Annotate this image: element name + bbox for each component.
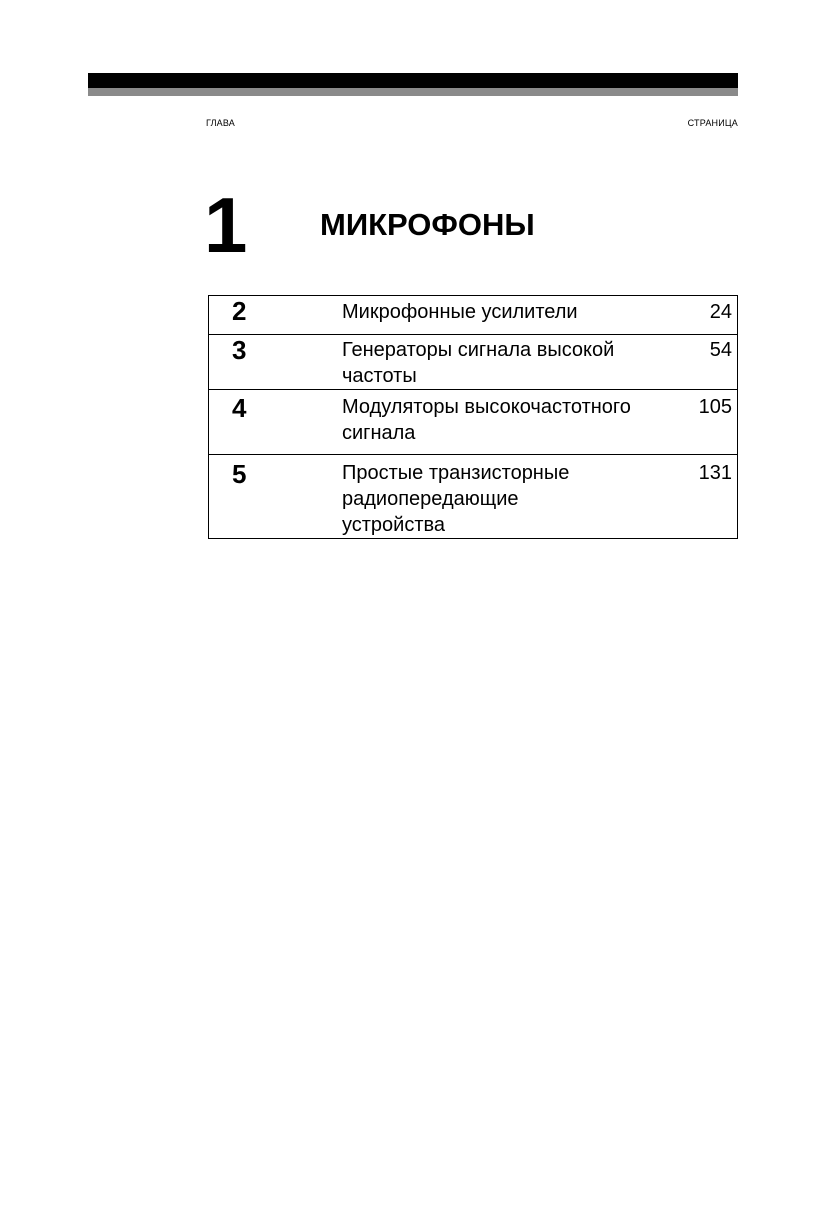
chapter-title: МИКРОФОНЫ <box>320 207 535 242</box>
contents-chapter-title: Генераторы сигнала высокой частоты <box>342 339 615 387</box>
chapter-number: 1 <box>204 181 246 269</box>
header-rule-grey <box>88 88 738 96</box>
contents-chapter-number: 5 <box>232 459 247 489</box>
contents-table <box>208 295 738 539</box>
contents-page-number: 105 <box>698 396 732 418</box>
contents-page-number: 54 <box>709 339 732 361</box>
contents-row <box>209 335 738 390</box>
contents-chapter-number: 2 <box>232 296 247 326</box>
page-column-label: СТРАНИЦА <box>687 118 738 128</box>
contents-page-number: 131 <box>698 462 732 484</box>
contents-page-number: 24 <box>709 301 732 323</box>
contents-chapter-title: Микрофонные усилители <box>342 301 578 323</box>
contents-row <box>209 296 738 335</box>
contents-chapter-number: 4 <box>232 393 247 423</box>
chapter-column-label: ГЛАВА <box>206 118 235 128</box>
contents-row <box>209 390 738 455</box>
contents-row <box>209 455 738 539</box>
contents-chapter-title: Простые транзисторные радиопередающие устройства <box>342 462 570 536</box>
contents-chapter-title: Модуляторы высокочастотного сигнала <box>342 396 631 444</box>
contents-chapter-number: 3 <box>232 335 247 365</box>
header-rule-black <box>88 73 738 88</box>
